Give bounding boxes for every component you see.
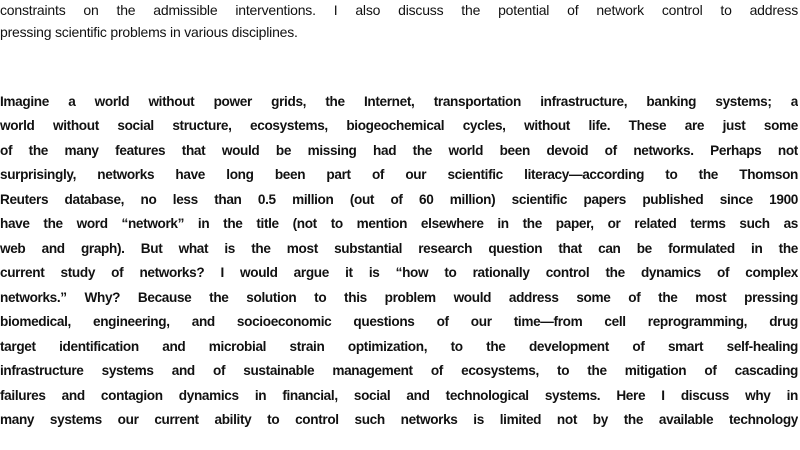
text-line: biomedical, engineering, and socioeconomic questions of our time—from cell reprogramming, drug xyxy=(0,314,798,329)
text-line: have the word “network” in the title (not to mention elsewhere in the paper, or related terms such as xyxy=(0,216,798,231)
text-line: target identification and microbial strain optimization, to the development of smart self-healing xyxy=(0,339,798,354)
text-line: Reuters database, no less than 0.5 million (out of 60 million) scientific papers published since 1900 xyxy=(0,192,798,207)
text-line: networks.” Why? Because the solution to this problem would address some of the most pressing xyxy=(0,290,798,305)
text-line: pressing scientific problems in various disciplines. xyxy=(0,24,298,40)
text-line: current study of networks? I would argue it is “how to rationally control the dynamics of complex xyxy=(0,265,798,280)
text-line: many systems our current ability to control such networks is limited not by the available technology xyxy=(0,412,798,427)
text-line: world without social structure, ecosystems, biogeochemical cycles, without life. These are just some xyxy=(0,118,798,133)
text-line: web and graph). But what is the most substantial research question that can be formulated in the xyxy=(0,241,798,256)
text-line: infrastructure systems and of sustainable management of ecosystems, to the mitigation of cascading xyxy=(0,363,798,378)
text-line: constraints on the admissible interventions. I also discuss the potential of network control to address xyxy=(0,2,798,18)
text-line: of the many features that would be missing had the world been devoid of networks. Perhaps not xyxy=(0,143,798,158)
text-line: failures and contagion dynamics in financial, social and technological systems. Here I discuss why in xyxy=(0,388,798,403)
text-line: Imagine a world without power grids, the Internet, transportation infrastructure, banking systems; a xyxy=(0,94,798,109)
text-line: surprisingly, networks have long been part of our scientific literacy—according to the Thomson xyxy=(0,167,798,182)
